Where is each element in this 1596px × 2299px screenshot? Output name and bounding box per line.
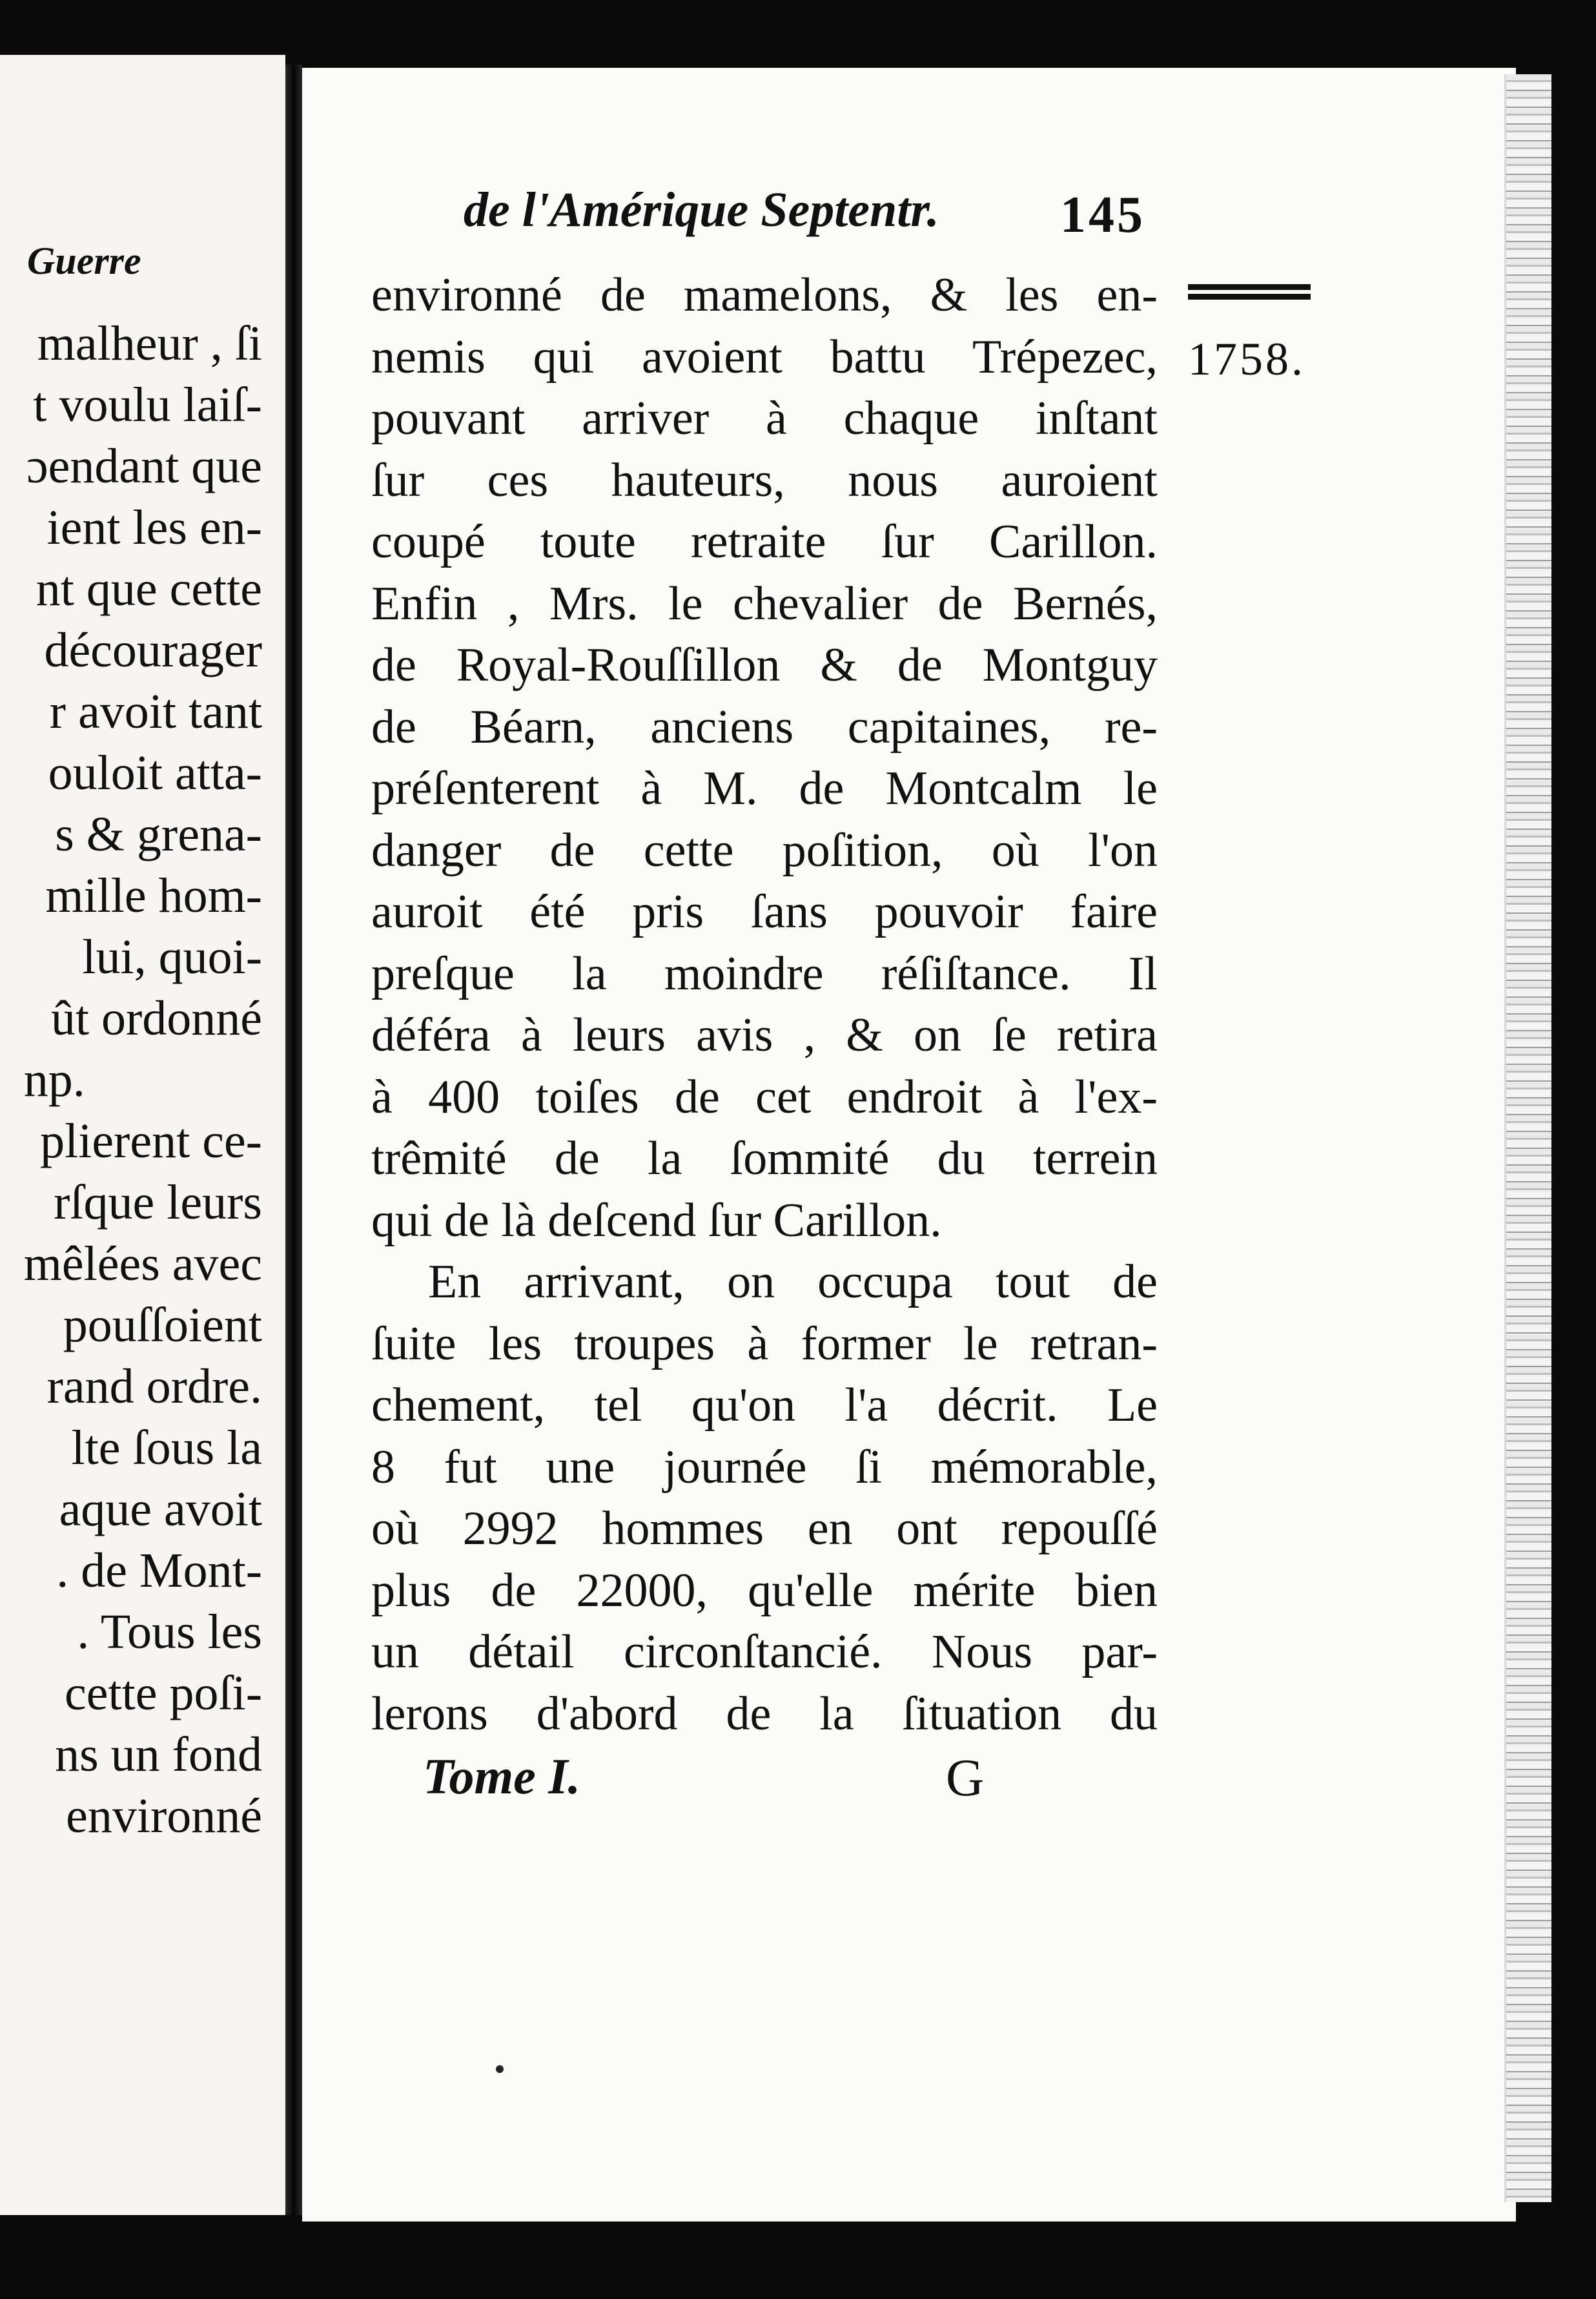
body-line: 8 fut une journée ſi mémorable,	[371, 1440, 1158, 1494]
body-line: trêmité de la ſommité du terrein	[371, 1132, 1158, 1185]
body-line: un détail circonſtancié. Nous par-	[371, 1625, 1158, 1678]
body-line: coupé toute retraite ſur Carillon.	[371, 515, 1158, 568]
body-line: Enfin , Mrs. le chevalier de Bernés,	[371, 577, 1158, 630]
body-line: plus de 22000, qu'elle mérite bien	[371, 1563, 1158, 1617]
left-text-line: malheur , ſi	[37, 316, 262, 371]
left-text-line: ɔendant que	[26, 439, 262, 493]
footer-volume: Tome I.	[423, 1748, 581, 1804]
left-text-line: aque avoit	[59, 1482, 262, 1536]
book-gutter	[285, 65, 302, 2215]
left-text-line: plierent ce-	[40, 1114, 262, 1168]
page-number: 145	[1060, 187, 1145, 243]
left-text-line: environné	[66, 1789, 262, 1843]
right-running-head: de l'Amérique Septentr.	[464, 183, 939, 237]
body-line: chement, tel qu'on l'a décrit. Le	[371, 1379, 1158, 1432]
body-line: qui de là deſcend ſur Carillon.	[371, 1193, 942, 1247]
body-line: ſuite les troupes à former le retran-	[371, 1317, 1158, 1370]
body-line: où 2992 hommes en ont repouſſé	[371, 1502, 1158, 1555]
page-edge	[1504, 74, 1551, 2202]
body-line: nemis qui avoient battu Trépezec,	[371, 330, 1158, 384]
left-text-line: ouloit atta-	[48, 746, 262, 800]
body-line: ſur ces hauteurs, nous auroient	[371, 453, 1158, 507]
body-line: de Royal-Rouſſillon & de Montguy	[371, 639, 1158, 692]
left-text-line: r avoit tant	[49, 685, 262, 739]
left-text-line: ient les en-	[46, 500, 262, 555]
body-line: environné de mamelons, & les en-	[371, 269, 1158, 322]
margin-year: 1758.	[1188, 333, 1305, 385]
left-running-head: Guerre	[27, 240, 141, 282]
body-line: à 400 toiſes de cet endroit à l'ex-	[371, 1070, 1158, 1124]
left-text-line: rſque leurs	[54, 1175, 262, 1230]
left-page	[0, 55, 285, 2215]
left-text-line: cette poſi-	[65, 1666, 262, 1720]
left-text-line: np.	[23, 1053, 85, 1107]
left-text-line: s & grena-	[55, 807, 262, 861]
left-text-line: t voulu laiſ-	[33, 378, 262, 432]
left-text-line: lte ſous la	[71, 1421, 262, 1475]
left-text-line: lui, quoi-	[82, 930, 262, 984]
body-line: danger de cette poſition, où l'on	[371, 823, 1158, 877]
left-text-line: . de Mont-	[56, 1543, 262, 1598]
right-page-body	[371, 265, 1158, 1745]
left-text-line: . Tous les	[77, 1605, 262, 1659]
left-text-line: mille hom-	[45, 869, 262, 923]
body-line: de Béarn, anciens capitaines, re-	[371, 700, 1158, 754]
body-line: pouvant arriver à chaque inſtant	[371, 392, 1158, 445]
body-line: préſenterent à M. de Montcalm le	[371, 762, 1158, 815]
left-text-line: mêlées avec	[23, 1237, 262, 1291]
left-text-line: ût ordonné	[50, 991, 262, 1046]
body-line: preſque la moindre réſiſtance. Il	[371, 947, 1158, 1000]
body-line: lerons d'abord de la ſituation du	[371, 1687, 1158, 1740]
left-text-line: décourager	[44, 623, 262, 677]
left-text-line: ns un fond	[55, 1727, 262, 1782]
margin-rule	[1188, 284, 1311, 315]
left-text-line: pouſſoient	[63, 1298, 262, 1352]
left-page-text	[24, 313, 262, 1847]
ink-speck	[496, 2065, 504, 2073]
left-text-line: rand ordre.	[46, 1359, 262, 1414]
signature-mark: G	[946, 1748, 985, 1807]
body-line: En arrivant, on occupa tout de	[428, 1255, 1158, 1308]
body-line: déféra à leurs avis , & on ſe retira	[371, 1009, 1158, 1062]
left-text-line: nt que cette	[36, 562, 262, 616]
body-line: auroit été pris ſans pouvoir faire	[371, 885, 1158, 938]
